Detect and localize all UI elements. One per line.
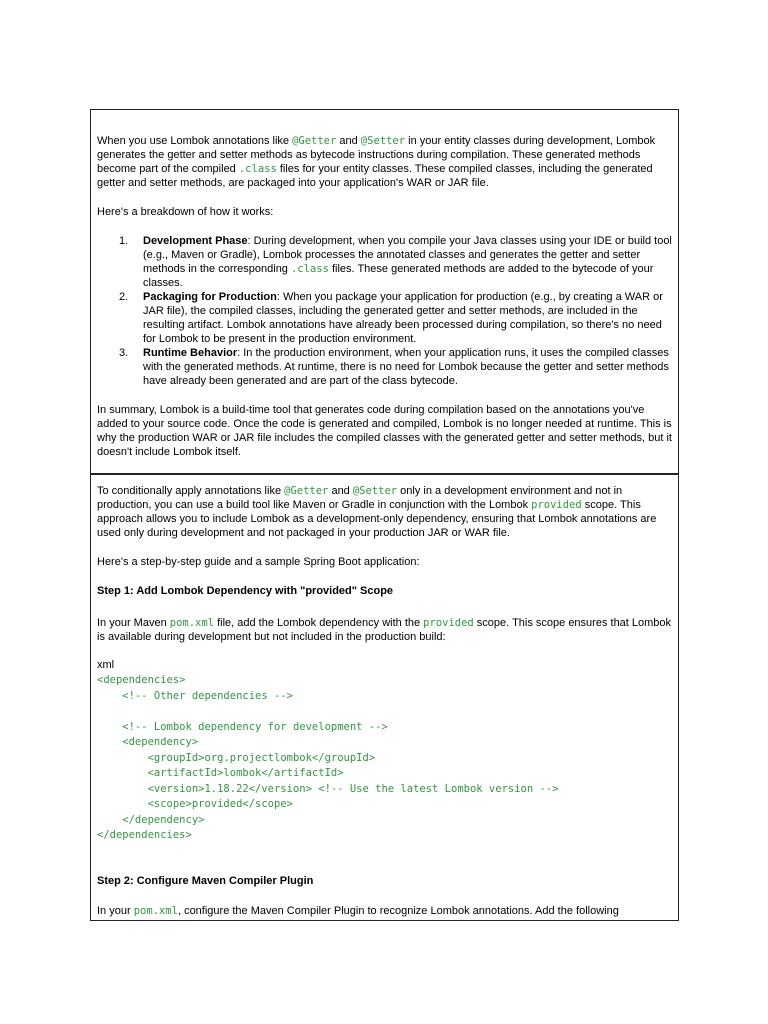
list-item	[97, 346, 672, 388]
list-item-title: Development Phase	[143, 235, 248, 247]
inline-code: @Setter	[360, 135, 406, 147]
code-line: <scope>provided</scope>	[97, 798, 293, 810]
step-2-heading: Step 2: Configure Maven Compiler Plugin	[97, 874, 314, 887]
list-item	[97, 290, 672, 346]
list-item	[97, 234, 672, 290]
guide-paragraph: Here's a step-by-step guide and a sample Spring Boot application:	[97, 556, 420, 568]
code-line: <dependencies>	[97, 674, 186, 686]
text-run: In your Maven	[97, 617, 170, 629]
list-number: 2.	[119, 291, 129, 303]
table-cell-conditional-annotations	[91, 475, 678, 918]
code-block	[97, 673, 672, 844]
breakdown-paragraph: Here's a breakdown of how it works:	[97, 206, 274, 218]
intro-paragraph	[97, 484, 672, 540]
numbered-list	[97, 234, 672, 388]
inline-code: @Getter	[284, 485, 329, 497]
code-line: <artifactId>lombok</artifactId>	[97, 767, 344, 779]
document-page	[90, 109, 679, 921]
inline-code: @Setter	[352, 485, 398, 497]
text-run: scope. This approach allows you to include Lombok as a development-only dependency, ensuring that Lombok annotations are used only during development and not packaged in your production JAR or WAR file.	[97, 499, 657, 539]
text-run: To conditionally apply annotations like	[97, 485, 285, 497]
step-1-paragraph	[97, 616, 672, 644]
text-run: In your	[97, 904, 134, 917]
code-line	[97, 704, 672, 720]
text-run: only in a development environment and not in production, you can use a build tool like Maven or Gradle in conjunction with the Lombok	[97, 485, 623, 511]
code-line: </dependency>	[97, 813, 205, 826]
inline-code: @Getter	[292, 135, 337, 147]
inline-code: .class	[290, 263, 329, 275]
intro-paragraph	[97, 134, 672, 190]
text-run: : During development, when you compile your Java classes using your IDE or build tool (e.g., Maven or Gradle), Lombok processes the annotated classes and generates the getter and setter methods in the corresponding	[143, 235, 672, 275]
inline-code: provided	[531, 499, 582, 511]
table-cell-lombok-explanation	[91, 110, 678, 475]
code-language-label: xml	[97, 659, 115, 671]
code-line: <dependency>	[97, 736, 199, 748]
text-run: scope. This scope ensures that Lombok is available during development but not included in the production build:	[97, 617, 672, 643]
summary-paragraph: In summary, Lombok is a build-time tool that generates code during compilation based on the annotations you've added to your source code. Once the code is generated and compiled, Lombok is no longer needed at runtime. This is why the production WAR or JAR file includes the compiled classes with the generated getter and setter methods, but it doesn't include Lombok itself.	[97, 404, 672, 458]
code-line: </dependencies>	[97, 829, 192, 841]
step-1-heading: Step 1: Add Lombok Dependency with "provided" Scope	[97, 585, 394, 597]
inline-code: provided	[423, 617, 474, 629]
inline-code: pom.xml	[169, 617, 215, 629]
list-item-title: Packaging for Production	[143, 291, 277, 303]
text-run: in your entity classes during development, Lombok generates the getter and setter methods as bytecode instructions during compilation. These generated methods become part of the compiled	[97, 135, 656, 175]
text-run: file, add the Lombok dependency with the	[214, 617, 424, 629]
text-run: When you use Lombok annotations like	[97, 135, 293, 147]
text-run: , configure the Maven Compiler Plugin to recognize Lombok annotations. Add the following	[177, 904, 619, 917]
inline-code: .class	[238, 163, 277, 175]
text-run: and	[336, 135, 361, 147]
code-line: <!-- Other dependencies -->	[97, 689, 293, 702]
text-run: files for your entity classes. These compiled classes, including the generated getter and setter methods, are packaged into your application's WAR or JAR file.	[97, 163, 653, 189]
list-item-title: Runtime Behavior	[143, 347, 238, 359]
code-line: <!-- Lombok dependency for development -->	[97, 720, 388, 733]
text-run: : In the production environment, when your application runs, it uses the compiled classes with the generated methods. At runtime, there is no need for Lombok because the getter and setter methods have already been generated and are part of the class bytecode.	[143, 347, 669, 387]
inline-code: pom.xml	[133, 904, 178, 917]
list-number: 1.	[119, 235, 129, 247]
list-number: 3.	[119, 347, 129, 359]
text-run: files. These generated methods are added to the bytecode of your classes.	[143, 263, 654, 289]
step-2-paragraph	[97, 904, 672, 918]
code-line: <groupId>org.projectlombok</groupId>	[97, 751, 376, 764]
text-run: : When you package your application for production (e.g., by creating a WAR or JAR file), the compiled classes, including the generated getter and setter methods, are included in the resulting artifact. Lombok annotations have already been processed during compilation, so there's no need for Lombok to be present in the production environment.	[143, 291, 663, 345]
text-run: and	[328, 485, 353, 497]
code-line: <version>1.18.22</version> <!-- Use the latest Lombok version -->	[97, 782, 559, 795]
